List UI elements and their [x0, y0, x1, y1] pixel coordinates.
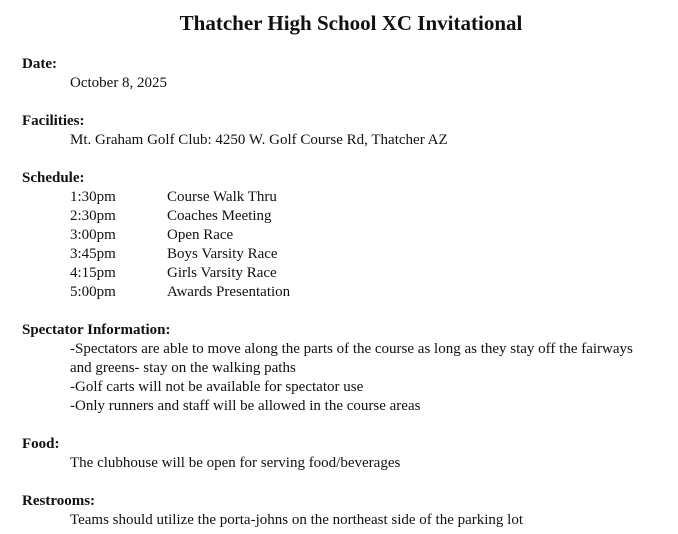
schedule-time: 3:45pm: [70, 246, 116, 262]
schedule-row: [22, 188, 672, 207]
schedule-time: 2:30pm: [70, 208, 116, 224]
schedule-row: [22, 283, 672, 302]
schedule-row: [22, 264, 672, 283]
food-section: [22, 435, 672, 473]
restrooms-section: [22, 492, 672, 530]
spectator-line: and greens- stay on the walking paths: [70, 360, 296, 376]
document-title: Thatcher High School XC Invitational: [179, 11, 523, 35]
schedule-time: 5:00pm: [70, 284, 116, 300]
date-section: [22, 55, 672, 93]
spectator-section: [22, 321, 672, 416]
schedule-event: Open Race: [167, 227, 234, 243]
schedule-time: 4:15pm: [70, 265, 116, 281]
facilities-heading: Facilities:: [22, 113, 85, 129]
schedule-event: Course Walk Thru: [167, 189, 277, 205]
food-heading: Food:: [22, 436, 60, 452]
date-value: October 8, 2025: [70, 75, 168, 91]
schedule-section: [22, 169, 672, 302]
schedule-event: Girls Varsity Race: [167, 265, 277, 281]
spectator-line: -Spectators are able to move along the parts of the course as long as they stay off the fairways: [70, 341, 633, 357]
schedule-row: [22, 226, 672, 245]
schedule-event: Coaches Meeting: [167, 208, 272, 224]
restrooms-value: Teams should utilize the porta-johns on the northeast side of the parking lot: [70, 512, 524, 528]
schedule-row: [22, 245, 672, 264]
schedule-time: 1:30pm: [70, 189, 116, 205]
schedule-event: Awards Presentation: [167, 284, 291, 300]
spectator-line: -Golf carts will not be available for spectator use: [70, 379, 364, 395]
schedule-time: 3:00pm: [70, 227, 116, 243]
spectator-line: -Only runners and staff will be allowed in the course areas: [70, 398, 421, 414]
schedule-event: Boys Varsity Race: [167, 246, 278, 262]
date-heading: Date:: [22, 56, 57, 72]
food-value: The clubhouse will be open for serving food/beverages: [70, 455, 401, 471]
spectator-heading: Spectator Information:: [22, 322, 171, 338]
schedule-heading: Schedule:: [22, 170, 85, 186]
facilities-value: Mt. Graham Golf Club: 4250 W. Golf Course Rd, Thatcher AZ: [70, 132, 448, 148]
schedule-row: [22, 207, 672, 226]
restrooms-heading: Restrooms:: [22, 493, 96, 509]
facilities-section: [22, 112, 672, 150]
